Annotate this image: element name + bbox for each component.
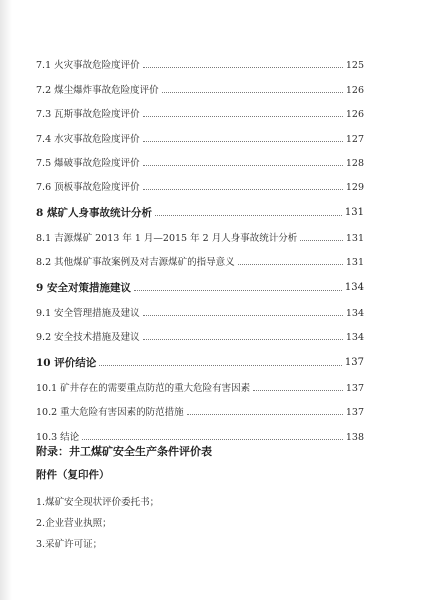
toc-entry — [36, 152, 364, 168]
attachments-heading: 附件（复印件） — [36, 469, 110, 481]
toc-entry-label: 8.1 吉源煤矿 2013 年 1 月—2015 年 2 月人身事故统计分析 — [36, 232, 298, 244]
toc-entry-label: 7.5 爆破事故危险度评价 — [36, 157, 140, 169]
toc-entry — [36, 302, 364, 318]
toc-leader-dots — [187, 414, 343, 415]
toc-entry-page: 134 — [345, 307, 364, 319]
toc-leader-dots — [143, 315, 343, 316]
toc-leader-dots — [82, 439, 343, 440]
attachment-item: 1.煤矿安全现状评价委托书； — [36, 497, 160, 508]
toc-entry-label: 9.1 安全管理措施及建议 — [36, 307, 140, 319]
toc-entry — [36, 426, 364, 442]
toc-chapter-entry — [36, 352, 364, 368]
appendix-title: 附录：井工煤矿安全生产条件评价表 — [36, 445, 212, 458]
toc-entry-label: 7.6 顶板事故危险度评价 — [36, 181, 140, 193]
toc-entry-page: 138 — [345, 431, 364, 443]
toc-leader-dots — [143, 339, 343, 340]
toc-chapter-entry — [36, 202, 364, 218]
toc-leader-dots — [155, 215, 342, 216]
attachment-item: 2.企业营业执照； — [36, 518, 112, 529]
toc-entry — [36, 227, 364, 243]
toc-entry — [36, 103, 364, 119]
toc-entry-label: 7.1 火灾事故危险度评价 — [36, 59, 140, 71]
toc-entry-page: 131 — [344, 207, 364, 218]
toc-entry-page: 131 — [345, 256, 364, 268]
toc-entry-label: 10.3 结论 — [36, 431, 80, 443]
toc-leader-dots — [143, 67, 343, 68]
toc-chapter-entry — [36, 277, 364, 293]
toc-entry-page: 126 — [345, 84, 364, 96]
toc-entry — [36, 251, 364, 267]
toc-entry-page: 137 — [344, 357, 364, 368]
toc-entry-label: 7.3 瓦斯事故危险度评价 — [36, 108, 140, 120]
toc-entry — [36, 176, 364, 192]
toc-entry — [36, 54, 364, 70]
toc-entry-page: 134 — [345, 331, 364, 343]
toc-entry-label: 9.2 安全技术措施及建议 — [36, 331, 140, 343]
toc-entry-page: 137 — [345, 382, 364, 394]
toc-entry — [36, 401, 364, 417]
toc-leader-dots — [238, 264, 343, 265]
toc-leader-dots — [253, 390, 343, 391]
toc-entry-page: 129 — [345, 181, 364, 193]
attachment-item: 3.采矿许可证； — [36, 539, 103, 550]
toc-entry-label: 10.1 矿井存在的需要重点防范的重大危险有害因素 — [36, 382, 251, 394]
toc-leader-dots — [300, 240, 343, 241]
toc-entry — [36, 326, 364, 342]
toc-entry-page: 131 — [345, 232, 364, 244]
toc-leader-dots — [143, 116, 343, 117]
toc-leader-dots — [143, 189, 343, 190]
toc-entry-label: 8 煤矿人身事故统计分析 — [36, 206, 152, 219]
toc-entry-page: 126 — [345, 108, 364, 120]
toc-entry-page: 125 — [345, 59, 364, 71]
toc-entry-page: 134 — [344, 282, 364, 293]
toc-entry-label: 8.2 其他煤矿事故案例及对吉源煤矿的指导意义 — [36, 256, 235, 268]
toc-entry — [36, 377, 364, 393]
toc-entry-label: 7.4 水灾事故危险度评价 — [36, 133, 140, 145]
toc-entry-page: 128 — [345, 157, 364, 169]
toc-entry — [36, 79, 364, 95]
toc-entry-page: 137 — [345, 406, 364, 418]
toc-entry-label: 7.2 煤尘爆炸事故危险度评价 — [36, 84, 159, 96]
toc-leader-dots — [143, 141, 343, 142]
toc-leader-dots — [99, 365, 342, 366]
toc-entry-label: 10.2 重大危险有害因素的防范措施 — [36, 406, 184, 418]
toc-leader-dots — [134, 290, 342, 291]
toc-leader-dots — [143, 165, 343, 166]
toc-leader-dots — [162, 92, 343, 93]
toc-entry-label: 9 安全对策措施建议 — [36, 281, 131, 294]
toc-entry — [36, 128, 364, 144]
toc-entry-label: 10 评价结论 — [36, 356, 97, 369]
toc-entry-page: 127 — [345, 133, 364, 145]
